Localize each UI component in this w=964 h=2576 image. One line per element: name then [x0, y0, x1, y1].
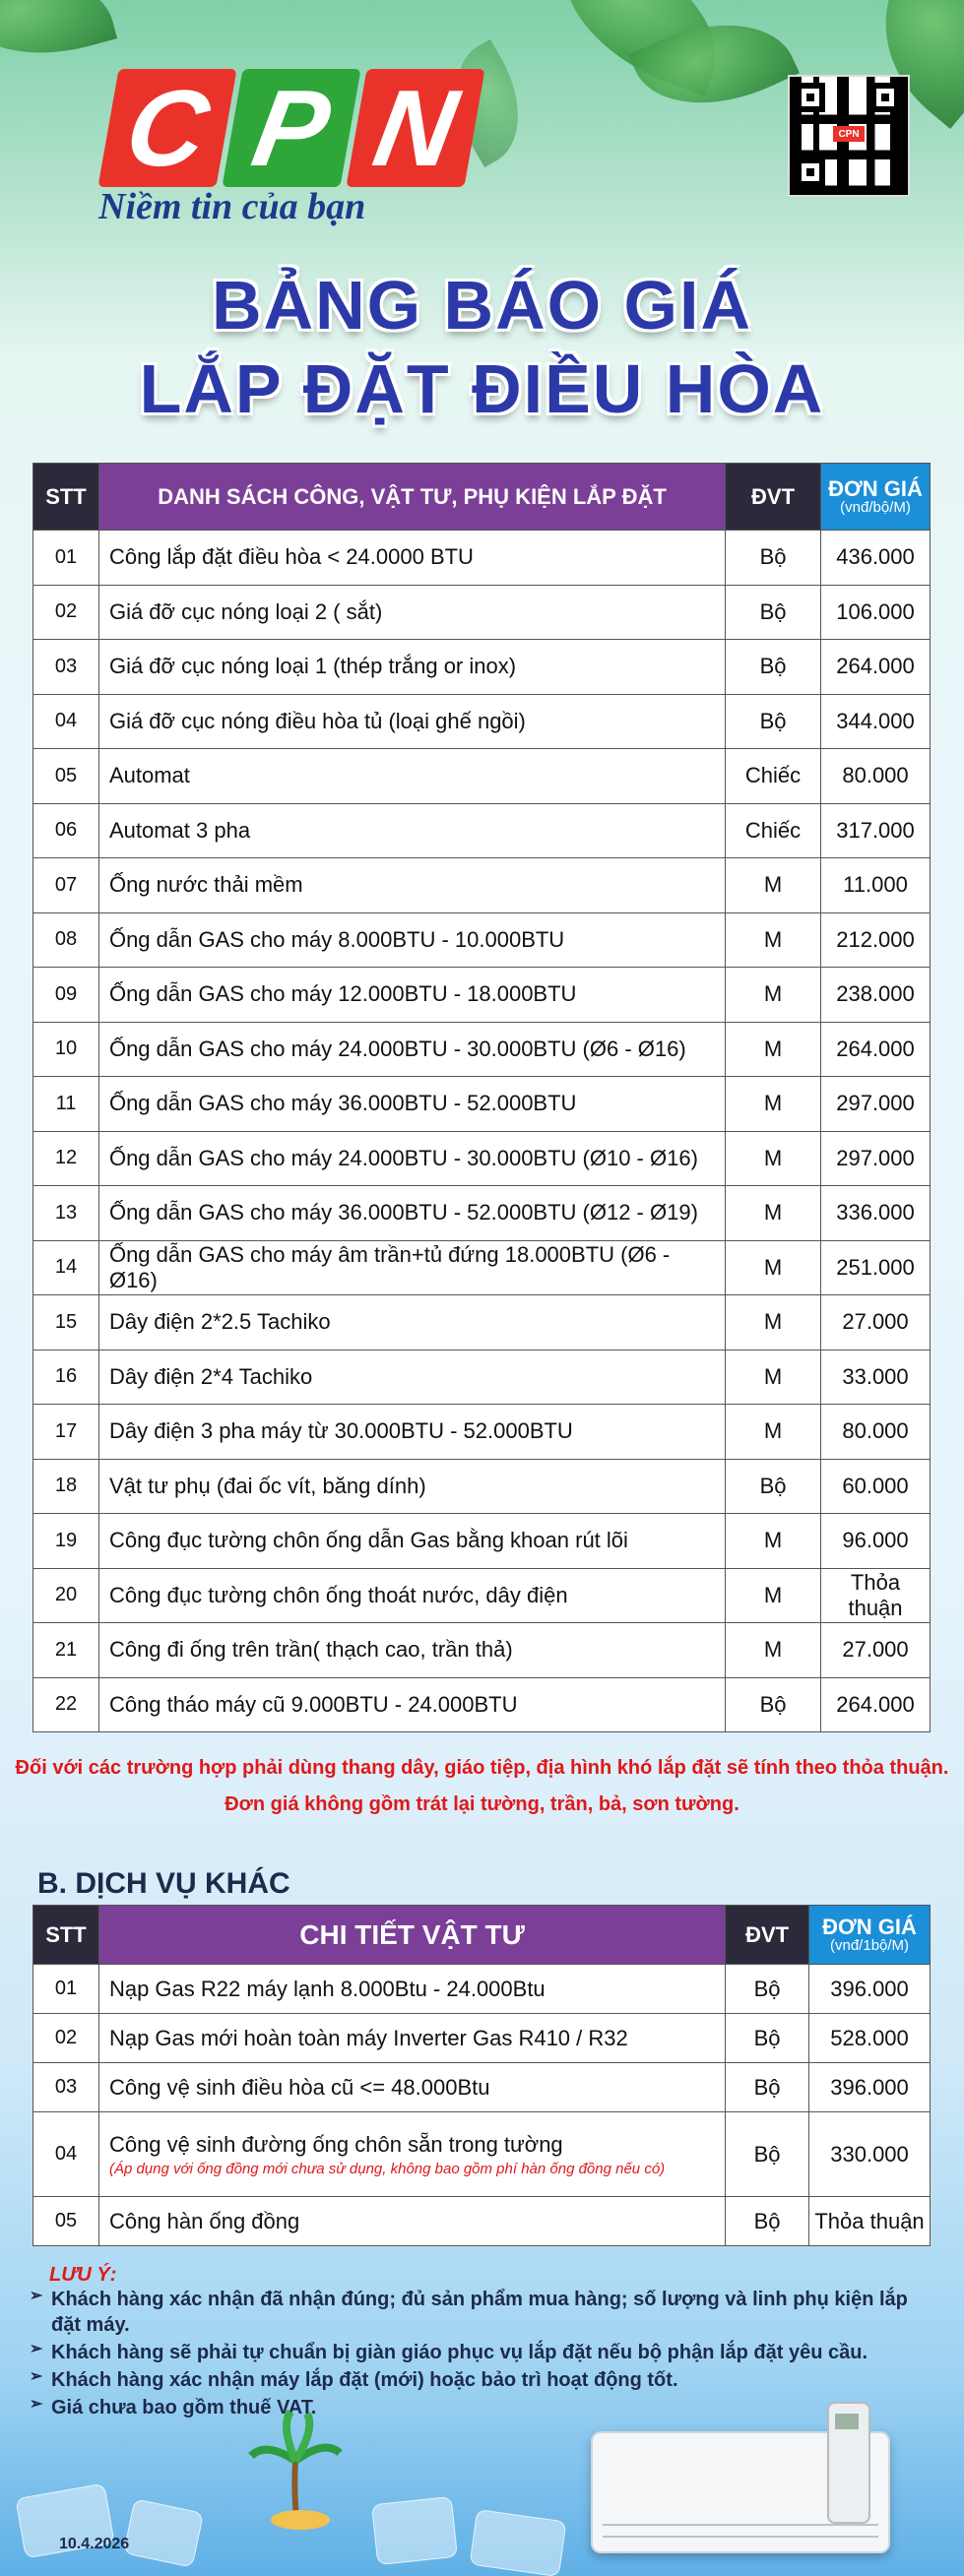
row-price: 297.000 — [821, 1131, 931, 1186]
row-price: 396.000 — [809, 1965, 931, 2014]
price-table-other-services — [32, 1905, 931, 2246]
note-item: ➢ Giá chưa bao gồm thuế VAT. — [30, 2395, 935, 2420]
row-price: 27.000 — [821, 1295, 931, 1351]
ice-cube-decoration — [371, 2496, 458, 2565]
row-price: 297.000 — [821, 1077, 931, 1132]
row-name: Ống dẫn GAS cho máy 24.000BTU - 30.000BTU (Ø6 - Ø16) — [98, 1022, 725, 1077]
row-unit: Bộ — [726, 1459, 821, 1514]
table-row — [33, 585, 931, 640]
row-price: 344.000 — [821, 694, 931, 749]
row-price: 336.000 — [821, 1186, 931, 1241]
table-row — [33, 858, 931, 913]
row-name: Ống dẫn GAS cho máy 36.000BTU - 52.000BTU (Ø12 - Ø19) — [98, 1186, 725, 1241]
cpn-logo — [108, 69, 475, 187]
row-name: Công tháo máy cũ 9.000BTU - 24.000BTU — [98, 1677, 725, 1732]
palm-tree-icon — [246, 2402, 345, 2530]
header-unit: ĐVT — [726, 1906, 809, 1965]
row-stt: 16 — [33, 1350, 99, 1405]
header-unit: ĐVT — [726, 464, 821, 531]
row-price: 60.000 — [821, 1459, 931, 1514]
row-name: Ống dẫn GAS cho máy 8.000BTU - 10.000BTU — [98, 912, 725, 968]
leaf-decoration — [0, 0, 117, 77]
row-unit: M — [726, 1568, 821, 1623]
row-unit: Bộ — [726, 694, 821, 749]
row-stt: 20 — [33, 1568, 99, 1623]
header-price: ĐƠN GIÁ (vnđ/1bộ/M) — [809, 1906, 931, 1965]
row-unit: Bộ — [726, 2014, 809, 2063]
row-price: 80.000 — [821, 749, 931, 804]
row-price: 317.000 — [821, 803, 931, 858]
table-row — [33, 2197, 931, 2246]
row-unit: Chiếc — [726, 749, 821, 804]
table-row — [33, 640, 931, 695]
row-price: 106.000 — [821, 585, 931, 640]
title-line-2: LẮP ĐẶT ĐIỀU HÒA — [139, 350, 825, 427]
row-price: 436.000 — [821, 531, 931, 586]
row-unit: M — [726, 858, 821, 913]
row-unit: M — [726, 1077, 821, 1132]
table-row — [33, 1568, 931, 1623]
row-stt: 02 — [33, 585, 99, 640]
row-unit: Bộ — [726, 531, 821, 586]
row-price: 251.000 — [821, 1240, 931, 1295]
row-unit: Bộ — [726, 2063, 809, 2112]
table-row — [33, 1350, 931, 1405]
row-unit: Bộ — [726, 2112, 809, 2197]
logo-letter-n: N — [346, 69, 484, 187]
row-name: Dây điện 2*4 Tachiko — [98, 1350, 725, 1405]
row-price: 330.000 — [809, 2112, 931, 2197]
row-name: Giá đỡ cục nóng loại 2 ( sắt) — [98, 585, 725, 640]
table-row — [33, 968, 931, 1023]
row-unit: Bộ — [726, 2197, 809, 2246]
header-stt: STT — [33, 464, 99, 531]
row-stt: 15 — [33, 1295, 99, 1351]
row-stt: 02 — [33, 2014, 99, 2063]
remote-control-illustration — [827, 2402, 870, 2524]
row-unit: M — [726, 1022, 821, 1077]
row-name: Công vệ sinh điều hòa cũ <= 48.000Btu — [98, 2063, 725, 2112]
row-name: Ống nước thải mềm — [98, 858, 725, 913]
row-name: Dây điện 3 pha máy từ 30.000BTU - 52.000BTU — [98, 1405, 725, 1460]
table-row — [33, 1295, 931, 1351]
header-stt: STT — [33, 1906, 99, 1965]
note-ladder-scaffold: Đối với các trường hợp phải dùng thang dây, giáo tiệp, địa hình khó lắp đặt sẽ tính theo thỏa thuận. — [15, 1757, 949, 1779]
row-name: Ống dẫn GAS cho máy âm trần+tủ đứng 18.000BTU (Ø6 - Ø16) — [98, 1240, 725, 1295]
row-unit: M — [726, 1623, 821, 1678]
note-item: ➢ Khách hàng sẽ phải tự chuẩn bị giàn giáo phục vụ lắp đặt nếu bộ phận lắp đặt yêu cầu. — [30, 2340, 935, 2365]
row-stt: 06 — [33, 803, 99, 858]
qr-code[interactable] — [788, 75, 910, 197]
row-stt: 09 — [33, 968, 99, 1023]
note-price-excludes: Đơn giá không gồm trát lại tường, trần, bả, sơn tường. — [225, 1793, 739, 1815]
row-name: Công hàn ống đồng — [98, 2197, 725, 2246]
row-price: 396.000 — [809, 2063, 931, 2112]
logo-letter-c: C — [97, 69, 236, 187]
table-row — [33, 1240, 931, 1295]
header-name: CHI TIẾT VẬT TƯ — [98, 1906, 725, 1965]
row-unit: Bộ — [726, 640, 821, 695]
table-row — [33, 2112, 931, 2197]
row-stt: 04 — [33, 2112, 99, 2197]
brand-slogan: Niềm tin của bạn — [98, 186, 366, 227]
table-row — [33, 694, 931, 749]
row-unit: M — [726, 1240, 821, 1295]
ice-cube-decoration — [469, 2509, 566, 2576]
row-stt: 04 — [33, 694, 99, 749]
row-unit: Bộ — [726, 1677, 821, 1732]
document-date: 10.4.2026 — [59, 2536, 130, 2552]
row-price: Thỏa thuận — [809, 2197, 931, 2246]
row-unit: M — [726, 1350, 821, 1405]
table-row — [33, 531, 931, 586]
table-row — [33, 1965, 931, 2014]
row-unit: M — [726, 1131, 821, 1186]
notes-section — [30, 2264, 935, 2422]
ice-cube-decoration — [123, 2498, 204, 2568]
row-stt: 22 — [33, 1677, 99, 1732]
table-row — [33, 1514, 931, 1569]
table-row — [33, 1623, 931, 1678]
row-stt: 01 — [33, 531, 99, 586]
table-row — [33, 912, 931, 968]
row-name: Ống dẫn GAS cho máy 36.000BTU - 52.000BTU — [98, 1077, 725, 1132]
row-stt: 21 — [33, 1623, 99, 1678]
row-price: 11.000 — [821, 858, 931, 913]
row-unit: M — [726, 1295, 821, 1351]
row-stt: 13 — [33, 1186, 99, 1241]
row-stt: 03 — [33, 2063, 99, 2112]
title-line-1: BẢNG BÁO GIÁ — [212, 267, 752, 344]
header-price: ĐƠN GIÁ (vnđ/bộ/M) — [821, 464, 931, 531]
notes-label: LƯU Ý: — [49, 2264, 117, 2286]
row-name: Giá đỡ cục nóng loại 1 (thép trắng or inox) — [98, 640, 725, 695]
row-name: Automat 3 pha — [98, 803, 725, 858]
row-price: 212.000 — [821, 912, 931, 968]
row-name: Giá đỡ cục nóng điều hòa tủ (loại ghế ngồi) — [98, 694, 725, 749]
section-b-title: B. DỊCH VỤ KHÁC — [37, 1867, 290, 1900]
price-table-installation — [32, 463, 931, 1732]
row-subnote: (Áp dụng với ống đồng mới chưa sử dụng, không bao gồm phí hàn ống đồng nếu có) — [108, 2160, 666, 2177]
note-item: ➢ Khách hàng xác nhận máy lắp đặt (mới) hoặc bảo trì hoạt động tốt. — [30, 2367, 935, 2393]
table-row — [33, 803, 931, 858]
row-name: Công đục tường chôn ống thoát nước, dây điện — [98, 1568, 725, 1623]
row-stt: 11 — [33, 1077, 99, 1132]
qr-logo-mark: CPN — [833, 126, 865, 142]
row-name: Vật tư phụ (đai ốc vít, băng dính) — [98, 1459, 725, 1514]
row-name: Nạp Gas R22 máy lạnh 8.000Btu - 24.000Btu — [98, 1965, 725, 2014]
row-price: 80.000 — [821, 1405, 931, 1460]
row-price: 33.000 — [821, 1350, 931, 1405]
row-stt: 14 — [33, 1240, 99, 1295]
table-row — [33, 749, 931, 804]
row-price: 96.000 — [821, 1514, 931, 1569]
row-name: Ống dẫn GAS cho máy 24.000BTU - 30.000BTU (Ø10 - Ø16) — [98, 1131, 725, 1186]
table-row — [33, 1186, 931, 1241]
row-name: Công đục tường chôn ống dẫn Gas bằng khoan rút lõi — [98, 1514, 725, 1569]
row-stt: 05 — [33, 749, 99, 804]
table-row — [33, 2014, 931, 2063]
row-stt: 08 — [33, 912, 99, 968]
row-unit: M — [726, 1405, 821, 1460]
row-name: Nạp Gas mới hoàn toàn máy Inverter Gas R410 / R32 — [98, 2014, 725, 2063]
row-price: 264.000 — [821, 1677, 931, 1732]
table-row — [33, 1022, 931, 1077]
note-item: ➢ Khách hàng xác nhận đã nhận đúng; đủ sản phẩm mua hàng; số lượng và linh phụ kiện lắp đặt máy. — [30, 2287, 935, 2338]
table-row — [33, 1405, 931, 1460]
table-row — [33, 2063, 931, 2112]
table-row — [33, 1131, 931, 1186]
row-stt: 18 — [33, 1459, 99, 1514]
row-stt: 17 — [33, 1405, 99, 1460]
row-name: Ống dẫn GAS cho máy 12.000BTU - 18.000BTU — [98, 968, 725, 1023]
row-price: Thỏa thuận — [821, 1568, 931, 1623]
table-row — [33, 1677, 931, 1732]
row-name: Công vệ sinh đường ống chôn sẵn trong tường (Áp dụng với ống đồng mới chưa sử dụng, không bao gồm phí hàn ống đồng nếu có) — [98, 2112, 725, 2197]
row-unit: M — [726, 912, 821, 968]
row-unit: M — [726, 968, 821, 1023]
row-price: 528.000 — [809, 2014, 931, 2063]
row-name: Công lắp đặt điều hòa < 24.0000 BTU — [98, 531, 725, 586]
row-stt: 19 — [33, 1514, 99, 1569]
row-price: 264.000 — [821, 1022, 931, 1077]
row-name: Công đi ống trên trần( thạch cao, trần thả) — [98, 1623, 725, 1678]
row-name: Dây điện 2*2.5 Tachiko — [98, 1295, 725, 1351]
row-stt: 12 — [33, 1131, 99, 1186]
row-unit: M — [726, 1186, 821, 1241]
row-price: 238.000 — [821, 968, 931, 1023]
table-row — [33, 1459, 931, 1514]
row-price: 264.000 — [821, 640, 931, 695]
row-stt: 10 — [33, 1022, 99, 1077]
row-stt: 05 — [33, 2197, 99, 2246]
table-row — [33, 1077, 931, 1132]
row-price: 27.000 — [821, 1623, 931, 1678]
logo-letter-p: P — [222, 69, 360, 187]
row-stt: 03 — [33, 640, 99, 695]
row-name: Automat — [98, 749, 725, 804]
row-unit: M — [726, 1514, 821, 1569]
row-stt: 07 — [33, 858, 99, 913]
row-stt: 01 — [33, 1965, 99, 2014]
row-unit: Bộ — [726, 1965, 809, 2014]
row-unit: Bộ — [726, 585, 821, 640]
row-unit: Chiếc — [726, 803, 821, 858]
header-name: DANH SÁCH CÔNG, VẬT TƯ, PHỤ KIỆN LẮP ĐẶT — [98, 464, 725, 531]
